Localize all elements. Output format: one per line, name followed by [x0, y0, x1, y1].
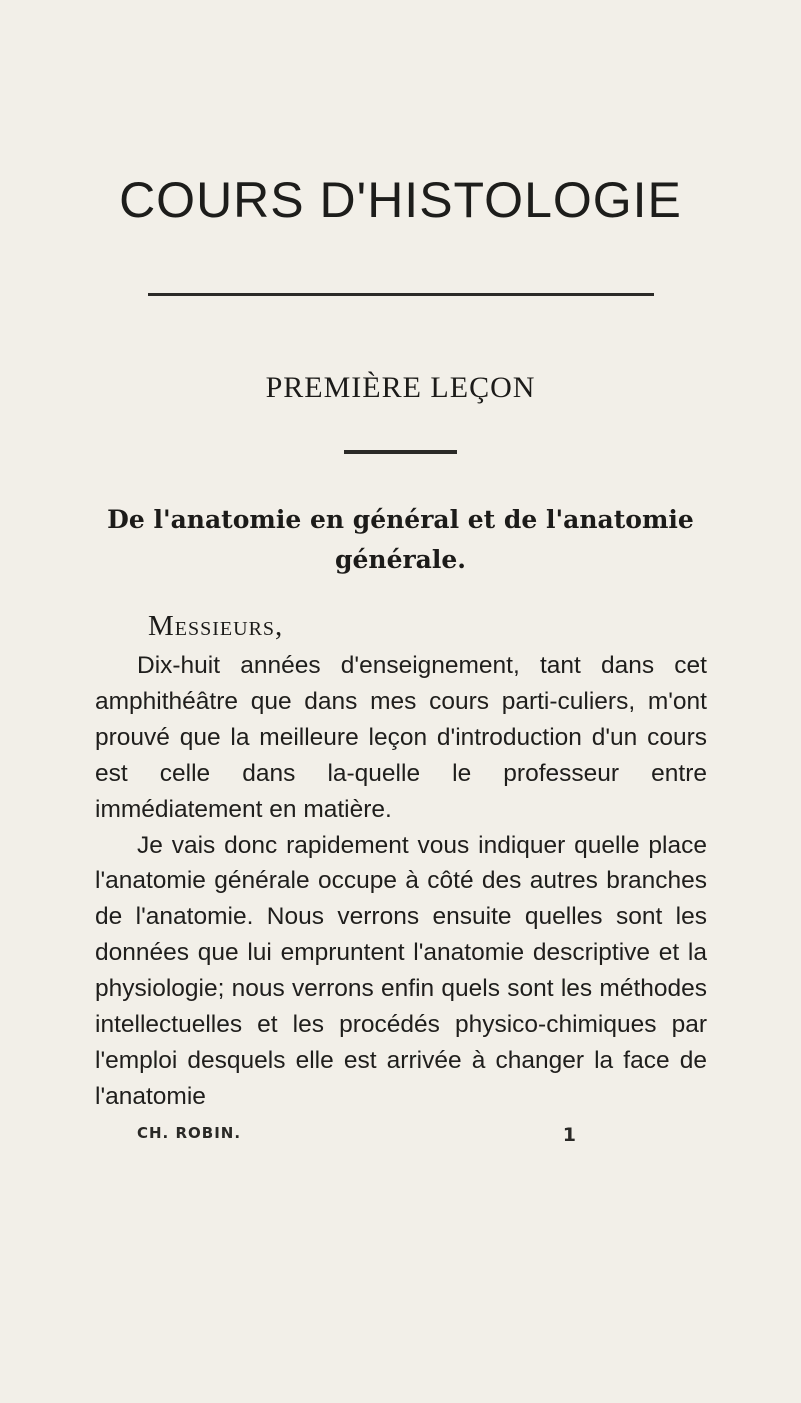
salutation: Messieurs,: [148, 610, 284, 642]
subtitle-line-2: générale.: [335, 545, 466, 574]
body-text: [95, 648, 707, 1115]
paragraph: Dix-huit années d'enseignement, tant dans cet amphithéâtre que dans mes cours parti-culiers, m'ont prouvé que la meilleure leçon d'introduction d'un cours est celle dans la-quelle le professeur entre immédiatement en matière.: [95, 652, 707, 823]
author-mark: CH. ROBIN.: [137, 1124, 242, 1142]
signature-number: 1: [562, 1124, 577, 1146]
page-footer: [137, 1124, 577, 1146]
title-divider: [148, 293, 654, 296]
subtitle-line-1: De l'anatomie en général et de l'anatomie: [107, 505, 694, 534]
lesson-subtitle: [0, 500, 801, 580]
lesson-divider: [344, 450, 457, 454]
paragraph: Je vais donc rapidement vous indiquer quelle place l'anatomie générale occupe à côté des autres branches de l'anatomie. Nous verrons ensuite quelles sont les données que lui empruntent l'anatomie descriptive et la physiologie; nous verrons enfin quels sont les méthodes intellectuelles et les procédés physico-chimiques par l'emploi desquels elle est arrivée à changer la face de l'anatomie: [95, 831, 707, 1110]
book-title: COURS D'HISTOLOGIE: [119, 172, 682, 228]
lesson-heading: PREMIÈRE LEÇON: [265, 371, 536, 404]
